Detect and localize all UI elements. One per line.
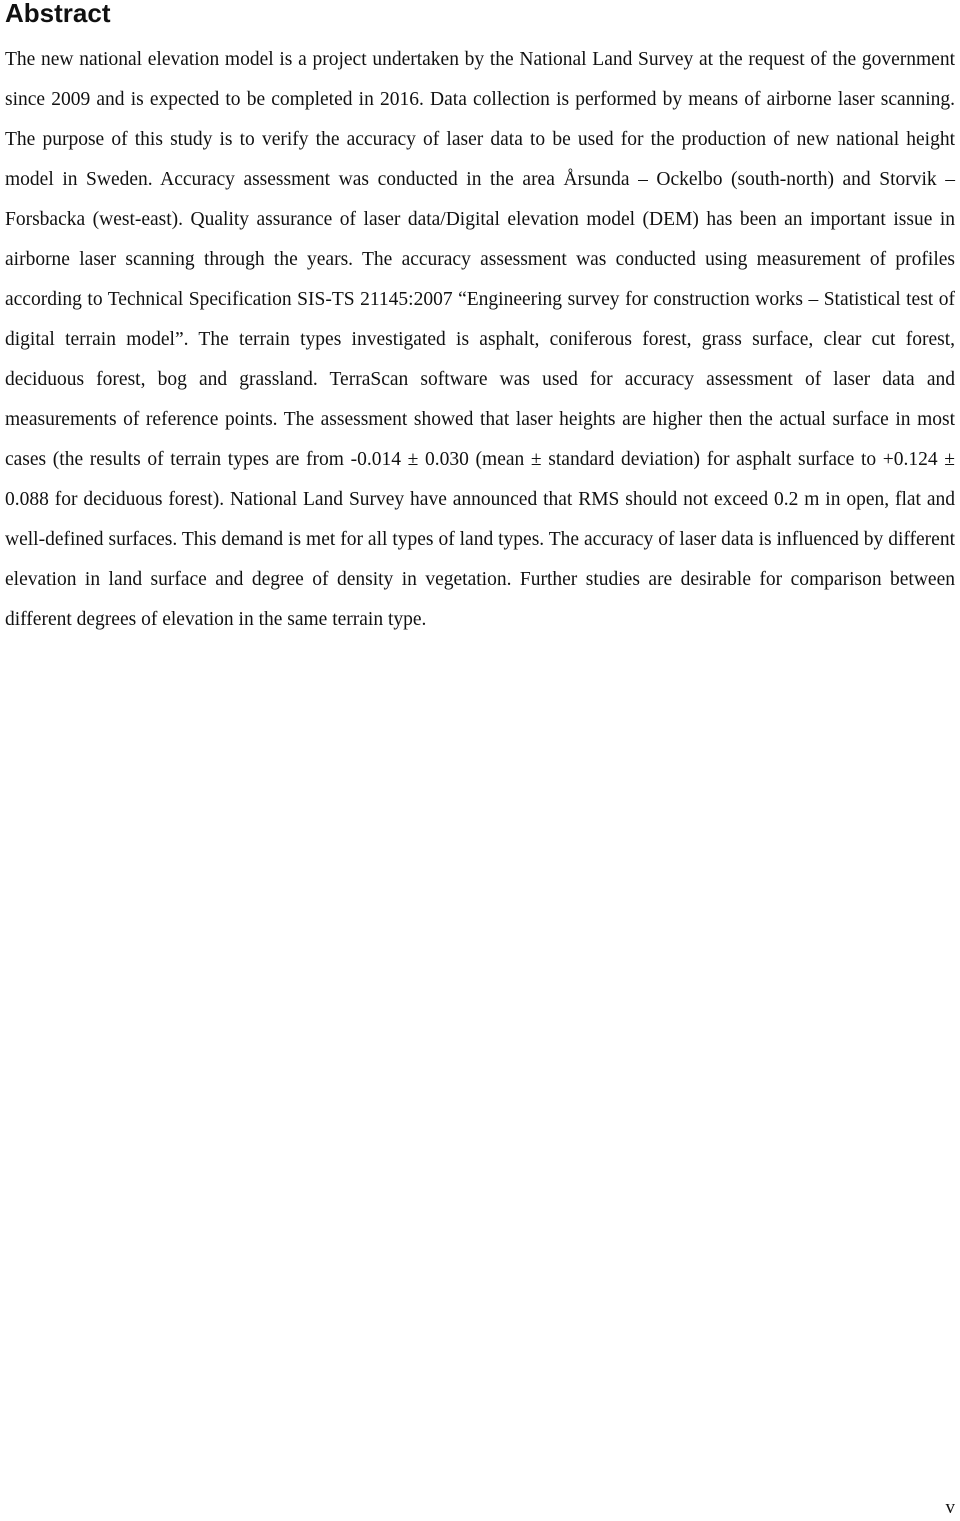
abstract-heading: Abstract: [5, 0, 111, 28]
page-number: v: [945, 1497, 955, 1518]
abstract-paragraph: The new national elevation model is a project undertaken by the National Land Survey at the request of the government since 2009 and is expected to be completed in 2016. Data collection is performed by means of airborne laser scanning. The purpose of this study is to verify the accuracy of laser data to be used for the production of new national height model in Sweden. Accuracy assessment was conducted in the area Årsunda – Ockelbo (south-north) and Storvik – Forsbacka (west-east). Quality assurance of laser data/Digital elevation model (DEM) has been an important issue in airborne laser scanning through the years. The accuracy assessment was conducted using measurement of profiles according to Technical Specification SIS-TS 21145:2007 “Engineering survey for construction works – Statistical test of digital terrain model”. The terrain types investigated is asphalt, coniferous forest, grass surface, clear cut forest, deciduous forest, bog and grassland. TerraScan software was used for accuracy assessment of laser data and measurements of reference points. The assessment showed that laser heights are higher then the actual surface in most cases (the results of terrain types are from -0.014 ± 0.030 (mean ± standard deviation) for asphalt surface to +0.124 ± 0.088 for deciduous forest). National Land Survey have announced that RMS should not exceed 0.2 m in open, flat and well-defined surfaces. This demand is met for all types of land types. The accuracy of laser data is influenced by different elevation in land surface and degree of density in vegetation. Further studies are desirable for comparison between different degrees of elevation in the same terrain type.: [5, 49, 955, 630]
